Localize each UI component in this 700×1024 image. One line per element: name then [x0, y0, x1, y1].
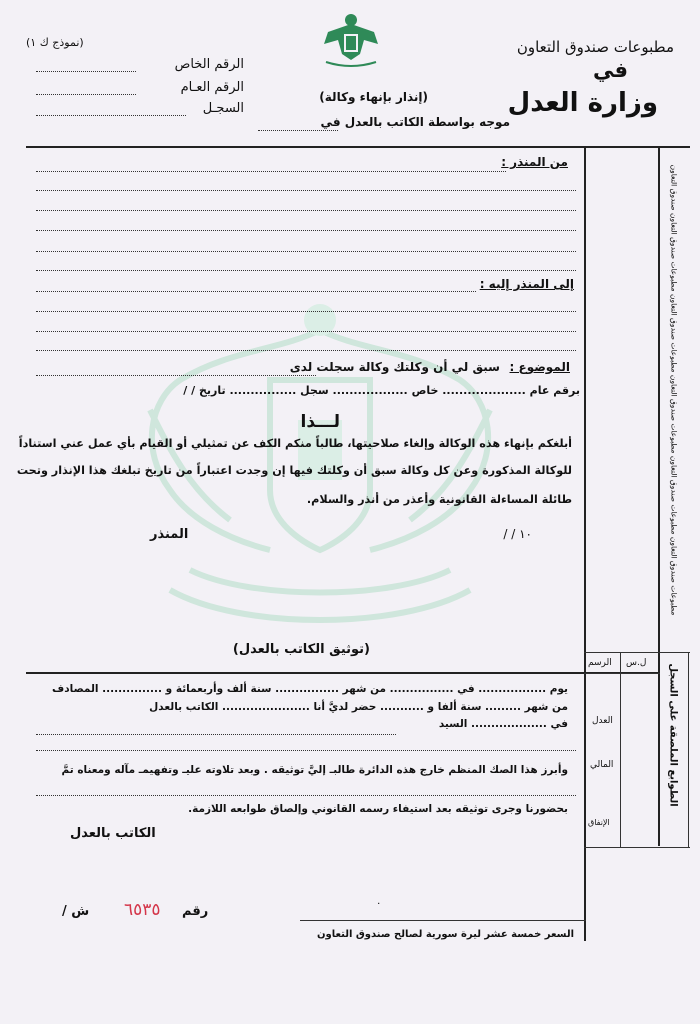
to-warned-label: إلى المنذر إليه : — [479, 277, 574, 291]
date-marks: / / ١٠ — [503, 527, 532, 541]
price-rule — [300, 920, 586, 921]
form-title: (إنذار بإنهاء وكالة) — [319, 90, 428, 104]
to-line-4[interactable] — [36, 350, 576, 351]
general-number-label: الرقم العـام — [180, 80, 244, 95]
doc-line-3: في ................... السيد — [438, 718, 568, 730]
fee-col-fee: الرسم — [588, 658, 612, 668]
form-model: (نموذج ك ١) — [26, 36, 84, 49]
subject-line[interactable] — [36, 375, 316, 376]
addressed-via: موجه بواسطة الكاتب بالعدل في — [320, 115, 510, 129]
fi-label: في — [593, 58, 628, 82]
serial-number: ٦٥٣٥ — [124, 900, 161, 920]
side-strip: مطبوعات صندوق التعاون مطبوعات صندوق التعاون مطبوعات صندوق التعاون مطبوعات صندوق التعاون مطبوعات صندوق التعاون صندوق التعاون — [669, 164, 679, 616]
emblem-logo — [320, 10, 382, 68]
fee-table-bottom — [584, 847, 690, 848]
fee-row-spending: الإنفاق — [588, 818, 610, 827]
top-rule — [26, 146, 690, 148]
to-line-3[interactable] — [36, 331, 576, 332]
doc-top-rule — [26, 672, 660, 674]
from-warner-label: من المنذر : — [501, 155, 568, 169]
paragraph-1: أبلغكم بإنهاء هذه الوكالة وإلغاء صلاحيتها، طالباً منكم الكف عن تمثيلي أو القيام بأي عمل عني استناداً — [18, 437, 572, 450]
from-line-1[interactable] — [36, 171, 506, 172]
stamps-label: الطوابع الملصقة على السجل — [667, 663, 679, 807]
fee-row-financial: المالي — [590, 760, 614, 770]
doc-dotted-3[interactable] — [36, 795, 576, 796]
subject-text: سبق لي أن وكلتك وكالة سجلت لدى — [289, 360, 500, 374]
notary-sign: الكاتب بالعدل — [70, 826, 156, 841]
therefore-heading: لـــذا — [300, 412, 340, 432]
doc-line-5: بحضورنا وجرى توثيقه بعد استيفاء رسمه القانوني وإلصاق طوابعه اللازمة. — [188, 803, 568, 815]
fee-row-justice: العدل — [592, 716, 613, 726]
fee-table-right-rule — [688, 652, 689, 848]
subject-label: الموضوع : — [509, 360, 570, 374]
publisher-name: مطبوعات صندوق التعاون — [516, 38, 674, 56]
private-number-line[interactable] — [36, 71, 136, 72]
table-left-rule — [584, 146, 586, 941]
private-number-label: الرقم الخاص — [174, 57, 244, 72]
from-line-4[interactable] — [36, 230, 576, 231]
to-line-2[interactable] — [36, 311, 576, 312]
price-note: السعر خمسة عشر ليرة سورية لصالح صندوق التعاون — [316, 929, 574, 940]
number-label: رقم — [182, 904, 209, 919]
doc-line-2: من شهر ......... سنة ألفا و ........... حضر لديَّ أنا ...................... الكاتب بالعدل — [149, 701, 568, 713]
warner-sign: المنذر — [150, 527, 189, 542]
record-line: برقم عام .................... خاص .................. سجل ................ تاريخ / / — [183, 384, 580, 397]
paragraph-3: طائلة المساءلة القانونية وأعذر من أنذر والسلام. — [306, 493, 572, 506]
doc-line-4: وأبرز هذا الصك المنظم خارج هذه الدائرة طالبـ إليَّ توثيقه . وبعد تلاوته عليـ وتفهيمـ مآله ومعناه تمَّ — [61, 764, 568, 776]
doc-line-1: يوم ................. في ................ من شهر ................ سنة ألف وأربعمائة و ............... المصادف — [52, 683, 568, 695]
small-mark: ٠ — [376, 898, 382, 909]
from-line-2[interactable] — [36, 190, 576, 191]
register-line[interactable] — [36, 115, 186, 116]
general-number-line[interactable] — [36, 94, 136, 95]
addressed-via-line[interactable] — [258, 130, 338, 131]
register-label: السجـل — [202, 101, 244, 116]
fee-table-col-rule — [620, 652, 621, 848]
from-line-5[interactable] — [36, 251, 576, 252]
doc-dotted-2[interactable] — [36, 750, 576, 751]
ministry-name: وزارة العدل — [507, 88, 658, 118]
from-line-6[interactable] — [36, 270, 576, 271]
from-line-3[interactable] — [36, 210, 576, 211]
paragraph-2: للوكالة المذكورة وعن كل وكالة سبق أن وكلتك فيها إن وجدت اعتباراً من تاريخ تبلغك هذا الإنذار وتحت — [16, 464, 572, 477]
documentation-title: (توثيق الكاتب بالعدل) — [232, 642, 370, 657]
slash-sh: / ش — [62, 904, 90, 919]
fee-col-lira: ل.س — [626, 658, 647, 668]
doc-dotted-1[interactable] — [36, 734, 396, 735]
fee-table-header-rule — [584, 673, 660, 674]
to-line-1[interactable] — [36, 291, 476, 292]
